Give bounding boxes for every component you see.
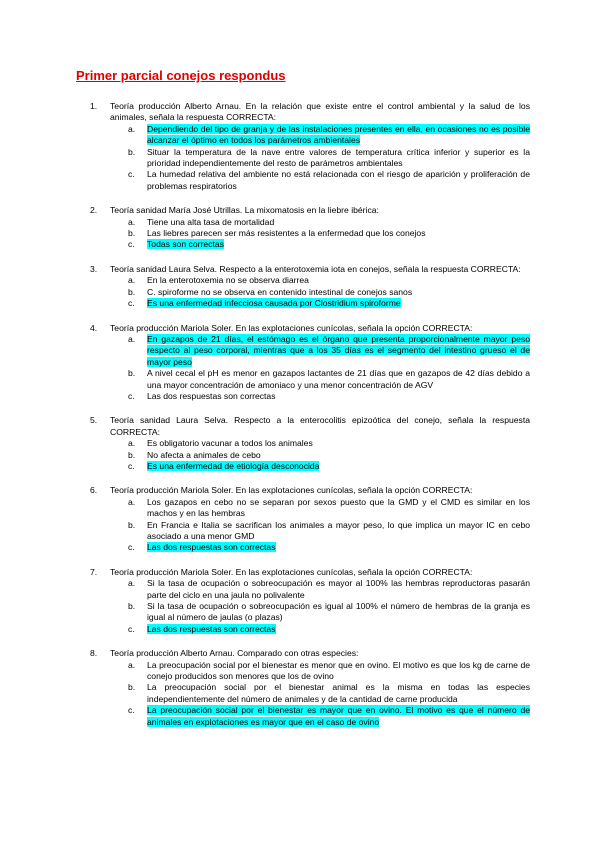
answer-options xyxy=(128,217,530,251)
question-stem xyxy=(90,648,530,659)
answer-text: C. spiroforme no se observa en contenido intestinal de conejos sanos xyxy=(147,286,413,297)
answer-option-correct xyxy=(128,461,530,472)
question-text: Teoría sanidad Laura Selva. Respecto a la enterotoxemia iota en conejos, señala la respuesta CORRECTA: xyxy=(110,263,521,274)
option-letter: a. xyxy=(128,333,136,344)
option-text xyxy=(147,520,530,543)
highlighted-answer-text: Dependiendo del tipo de granja y de las instalaciones presentes en ella, en ocasiones no es posible alcanzar el óptimo en todos los parámetros ambientales xyxy=(147,123,530,146)
answer-option-correct xyxy=(128,124,530,147)
option-letter: c. xyxy=(128,390,135,401)
answer-option xyxy=(128,287,530,298)
option-text xyxy=(147,438,530,449)
question-number: 1. xyxy=(90,101,98,111)
option-text xyxy=(147,624,530,635)
option-letter: c. xyxy=(128,239,135,250)
option-letter: b. xyxy=(128,228,136,239)
option-text xyxy=(147,542,530,553)
option-text xyxy=(147,298,530,309)
answer-text: Las dos respuestas son correctas xyxy=(147,390,276,401)
answer-option xyxy=(128,228,530,239)
option-letter: c. xyxy=(128,623,135,634)
option-text xyxy=(147,169,530,192)
question-number: 7. xyxy=(90,566,98,577)
answer-option xyxy=(128,450,530,461)
question-item xyxy=(76,264,530,310)
answer-text: En Francia e Italia se sacrifican los animales a mayor peso, lo que implica un mayor IC en cebo asociado a una menor GMD xyxy=(147,519,530,541)
question-stem xyxy=(90,101,530,124)
question-stem xyxy=(90,415,530,438)
option-letter: b. xyxy=(128,601,136,612)
question-number: 8. xyxy=(90,648,98,659)
option-letter: c. xyxy=(128,705,135,716)
option-text xyxy=(147,497,530,520)
question-text: Teoría producción Alberto Arnau. Comparado con otras especies: xyxy=(110,648,359,659)
answer-option xyxy=(128,520,530,543)
answer-option xyxy=(128,601,530,624)
option-letter: c. xyxy=(128,169,135,180)
option-letter: c. xyxy=(128,298,135,309)
option-text xyxy=(147,578,530,601)
answer-text: Tiene una alta tasa de mortalidad xyxy=(147,216,275,227)
option-text xyxy=(147,461,530,472)
answer-option xyxy=(128,169,530,192)
option-text xyxy=(147,239,530,250)
question-item xyxy=(76,205,530,251)
question-stem xyxy=(90,264,530,275)
answer-option-correct xyxy=(128,298,530,309)
highlighted-answer-text: Todas son correctas xyxy=(147,239,224,250)
option-letter: c. xyxy=(128,542,135,553)
answer-option-correct xyxy=(128,542,530,553)
question-item xyxy=(76,485,530,553)
question-text: Teoría sanidad María José Utrillas. La mixomatosis en la liebre ibérica: xyxy=(110,205,379,216)
answer-text: La preocupación social por el bienestar animal es la misma en todas las especies independientemente del número de animales y de la cantidad de carne producida xyxy=(147,682,530,704)
option-text xyxy=(147,705,530,728)
option-text xyxy=(147,275,530,286)
question-text: Teoría sanidad Laura Selva. Respecto a la enterocolitis epizoótica del conejo, señala la respuesta CORRECTA: xyxy=(110,415,530,437)
option-text xyxy=(147,124,530,147)
question-number: 3. xyxy=(90,263,98,274)
answer-option xyxy=(128,682,530,705)
answer-option-correct xyxy=(128,705,530,728)
option-letter: c. xyxy=(128,460,135,471)
question-number: 6. xyxy=(90,485,98,496)
option-letter: a. xyxy=(128,438,136,449)
answer-option xyxy=(128,147,530,170)
option-letter: b. xyxy=(128,449,136,460)
answer-option xyxy=(128,578,530,601)
answer-text: La preocupación social por el bienestar es menor que en ovino. El motivo es que los kg de carne de conejo producidos son menores que los de ovino xyxy=(147,659,530,682)
answer-text: Si la tasa de ocupación o sobreocupación es igual al 100% el número de hembras de la granja es igual al número de jaulas (o plazas) xyxy=(147,601,530,623)
answer-text: La humedad relativa del ambiente no está relacionada con el riesgo de aparición y proliferación de problemas respiratorios xyxy=(147,169,530,191)
answer-text: Las liebres parecen ser más resistentes a la enfermedad que los conejos xyxy=(147,228,426,239)
answer-option-correct xyxy=(128,334,530,368)
answer-options xyxy=(128,660,530,728)
question-item xyxy=(76,323,530,403)
option-text xyxy=(147,391,530,402)
answer-text: No afecta a animales de cebo xyxy=(147,449,261,460)
answer-option xyxy=(128,660,530,683)
answer-options xyxy=(128,497,530,554)
option-letter: a. xyxy=(128,578,136,589)
option-text xyxy=(147,660,530,683)
question-item xyxy=(76,415,530,472)
question-text: Teoría producción Alberto Arnau. En la relación que existe entre el control ambiental y la salud de los animales, señala la respuesta CORRECTA: xyxy=(110,101,530,123)
question-item xyxy=(76,567,530,635)
answer-text: En la enterotoxemia no se observa diarrea xyxy=(147,275,309,286)
question-text: Teoría producción Mariola Soler. En las explotaciones cunícolas, señala la opción CORRECTA: xyxy=(110,566,473,577)
question-item xyxy=(76,648,530,728)
question-stem xyxy=(90,567,530,578)
highlighted-answer-text: Las dos respuestas son correctas xyxy=(147,623,276,634)
answer-option xyxy=(128,368,530,391)
document-title: Primer parcial conejos respondus xyxy=(76,68,286,83)
question-list xyxy=(76,101,530,728)
option-letter: a. xyxy=(128,123,136,134)
option-letter: b. xyxy=(128,682,136,693)
question-item xyxy=(76,101,530,192)
answer-text: A nivel cecal el pH es menor en gazapos lactantes de 21 días que en gazapos de 42 días debido a una mayor concentración de amoniaco y una menor concentración de AGV xyxy=(147,368,530,390)
highlighted-answer-text: Es una enfermedad infecciosa causada por Clostridium spiroforme xyxy=(147,298,401,309)
answer-text: Es obligatorio vacunar a todos los animales xyxy=(147,438,313,449)
option-text xyxy=(147,228,530,239)
option-letter: b. xyxy=(128,519,136,530)
answer-option xyxy=(128,391,530,402)
option-text xyxy=(147,368,530,391)
option-letter: a. xyxy=(128,659,136,670)
option-text xyxy=(147,334,530,368)
answer-text: Los gazapos en cebo no se separan por sexos puesto que la GMD y el CMD es similar en los machos y en las hembras xyxy=(147,496,530,519)
option-text xyxy=(147,601,530,624)
highlighted-answer-text: En gazapos de 21 días, el estómago es el órgano que presenta proporcionalmente mayor peso respecto al peso corporal, mientras que a los 35 días es el segmento del intestino grueso el de mayor peso xyxy=(147,333,530,367)
option-text xyxy=(147,682,530,705)
answer-option xyxy=(128,497,530,520)
option-letter: a. xyxy=(128,275,136,286)
option-letter: b. xyxy=(128,368,136,379)
option-text xyxy=(147,147,530,170)
option-text xyxy=(147,217,530,228)
question-text: Teoría producción Mariola Soler. En las explotaciones cunícolas, señala la opción CORRECTA: xyxy=(110,485,473,496)
question-stem xyxy=(90,205,530,216)
answer-option-correct xyxy=(128,239,530,250)
answer-options xyxy=(128,124,530,192)
question-stem xyxy=(90,485,530,496)
answer-option-correct xyxy=(128,624,530,635)
option-letter: b. xyxy=(128,146,136,157)
option-text xyxy=(147,287,530,298)
answer-text: Si la tasa de ocupación o sobreocupación es mayor al 100% las hembras reproductoras pasarán parte del ciclo en una jaula no polivalente xyxy=(147,578,530,600)
option-letter: a. xyxy=(128,216,136,227)
answer-options xyxy=(128,275,530,309)
option-letter: b. xyxy=(128,286,136,297)
highlighted-answer-text: La preocupación social por el bienestar es mayor que en ovino. El motivo es que el número de animales en explotaciones es mayor que en el caso de ovino xyxy=(147,705,530,727)
option-letter: a. xyxy=(128,496,136,507)
answer-options xyxy=(128,438,530,472)
answer-text: Situar la temperatura de la nave entre valores de temperatura crítica inferior y superior es la prioridad independientemente del resto de parámetros ambientales xyxy=(147,146,530,169)
answer-option xyxy=(128,275,530,286)
highlighted-answer-text: Es una enfermedad de etiología desconocida xyxy=(147,460,320,471)
question-text: Teoría producción Mariola Soler. En las explotaciones cunícolas, señala la opción CORRECTA: xyxy=(110,322,473,333)
answer-option xyxy=(128,438,530,449)
question-number: 4. xyxy=(90,322,98,333)
answer-options xyxy=(128,334,530,402)
option-text xyxy=(147,450,530,461)
answer-options xyxy=(128,578,530,635)
question-number: 2. xyxy=(90,205,98,216)
highlighted-answer-text: Las dos respuestas son correctas xyxy=(147,542,276,553)
question-stem xyxy=(90,323,530,334)
answer-option xyxy=(128,217,530,228)
question-number: 5. xyxy=(90,415,98,426)
